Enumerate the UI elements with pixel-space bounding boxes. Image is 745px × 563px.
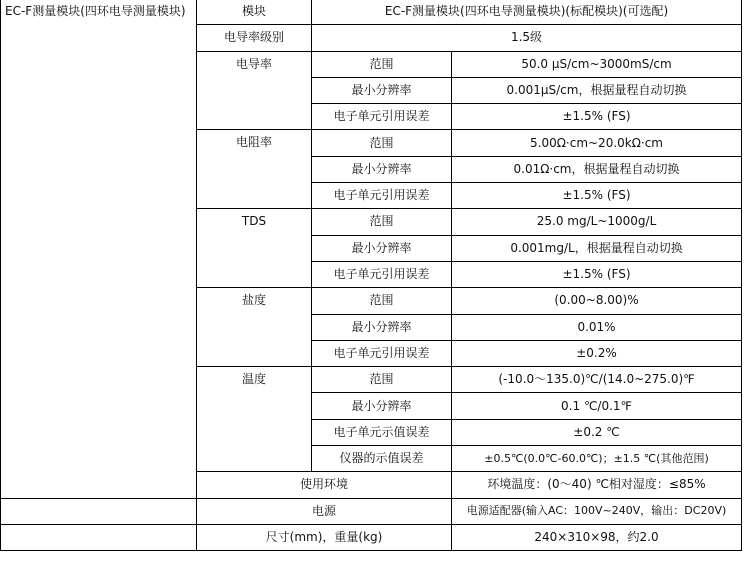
table-row [1, 0, 742, 25]
row-value: ±1.5% (FS) [452, 104, 742, 130]
group-name-salinity: 盐度 [197, 288, 312, 367]
row-label: 电子单元示值误差 [312, 419, 452, 445]
environment-value: 环境温度：(0～40) ℃相对湿度：≤85% [452, 472, 742, 498]
row-label: 最小分辨率 [312, 77, 452, 103]
row-value: 0.1 ℃/0.1℉ [452, 393, 742, 419]
row-value: 5.00Ω·cm~20.0kΩ·cm [452, 130, 742, 156]
module-label: 模块 [197, 0, 312, 25]
row-value: ±1.5% (FS) [452, 261, 742, 287]
row-value: ±1.5% (FS) [452, 183, 742, 209]
row-value: 0.001μS/cm，根据量程自动切换 [452, 77, 742, 103]
row-label: 最小分辨率 [312, 314, 452, 340]
row-label: 范围 [312, 51, 452, 77]
row-label: 范围 [312, 367, 452, 393]
row-label: 电子单元引用误差 [312, 183, 452, 209]
module-value: EC-F测量模块(四环电导测量模块)(标配模块)(可选配) [312, 0, 742, 25]
row-label: 范围 [312, 288, 452, 314]
row-label: 范围 [312, 209, 452, 235]
group-name-resistivity: 电阻率 [197, 130, 312, 209]
row-label: 仪器的示值误差 [312, 446, 452, 472]
row-value: 50.0 μS/cm~3000mS/cm [452, 51, 742, 77]
table-row [1, 472, 742, 498]
row-value: ±0.5℃(0.0℃-60.0℃)；±1.5 ℃(其他范围) [452, 446, 742, 472]
blank-cell [1, 524, 197, 550]
environment-label: 使用环境 [197, 472, 452, 498]
table-row [1, 524, 742, 550]
row-value: 0.001mg/L，根据量程自动切换 [452, 235, 742, 261]
group-name-tds: TDS [197, 209, 312, 288]
table-row [1, 498, 742, 524]
row-value: ±0.2% [452, 340, 742, 366]
row-value: (0.00~8.00)% [452, 288, 742, 314]
dimensions-value: 240×310×98，约2.0 [452, 524, 742, 550]
row-value: 25.0 mg/L~1000g/L [452, 209, 742, 235]
blank-cell [1, 472, 197, 498]
row-value: (-10.0～135.0)℃/(14.0~275.0)℉ [452, 367, 742, 393]
module-name-cell: EC-F测量模块(四环电导测量模块) [1, 0, 197, 472]
accuracy-class-label: 电导率级别 [197, 25, 312, 51]
row-value: 0.01% [452, 314, 742, 340]
row-label: 最小分辨率 [312, 156, 452, 182]
row-value: ±0.2 ℃ [452, 419, 742, 445]
row-label: 电子单元引用误差 [312, 340, 452, 366]
dimensions-label: 尺寸(mm)，重量(kg) [197, 524, 452, 550]
group-name-conductivity: 电导率 [197, 51, 312, 130]
group-name-temperature: 温度 [197, 367, 312, 472]
row-label: 最小分辨率 [312, 393, 452, 419]
power-value: 电源适配器(输入AC：100V~240V，输出：DC20V) [452, 498, 742, 524]
accuracy-class-value: 1.5级 [312, 25, 742, 51]
blank-cell [1, 498, 197, 524]
row-label: 最小分辨率 [312, 235, 452, 261]
row-label: 电子单元引用误差 [312, 104, 452, 130]
row-label: 范围 [312, 130, 452, 156]
row-label: 电子单元引用误差 [312, 261, 452, 287]
power-label: 电源 [197, 498, 452, 524]
row-value: 0.01Ω·cm，根据量程自动切换 [452, 156, 742, 182]
